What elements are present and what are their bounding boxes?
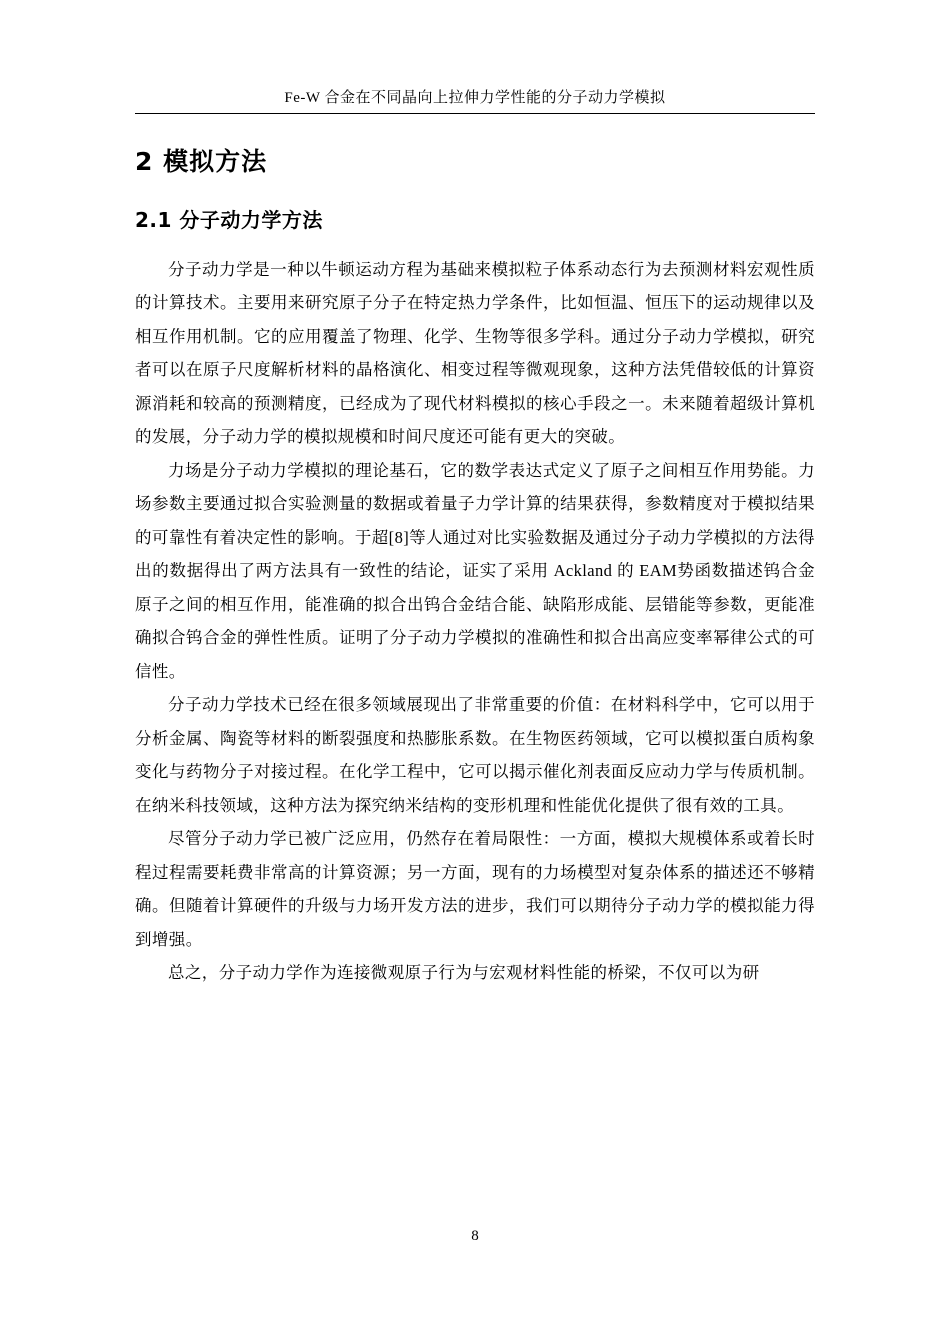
paragraph-5: 总之，分子动力学作为连接微观原子行为与宏观材料性能的桥梁，不仅可以为研 (168, 963, 760, 983)
page-content (135, 88, 815, 990)
chapter-heading: 2 模拟方法 (135, 147, 268, 176)
paragraph-4: 尽管分子动力学已被广泛应用，仍然存在着局限性：一方面，模拟大规模体系或着长时程过程需要耗费非常高的计算资源；另一方面，现有的力场模型对复杂体系的描述还不够精确。但随着计算硬件的升级与力场开发方法的进步，我们可以期待分子动力学的模拟能力得到增强。 (135, 829, 815, 949)
section-heading: 2.1 分子动力学方法 (135, 208, 323, 232)
running-header (135, 88, 815, 114)
paragraph-2: 力场是分子动力学模拟的理论基石，它的数学表达式定义了原子之间相互作用势能。力场参数主要通过拟合实验测量的数据或着量子力学计算的结果获得，参数精度对于模拟结果的可靠性有着决定性的影响。于超[8]等人通过对比实验数据及通过分子动力学模拟的方法得出的数据得出了两方法具有一致性的结论，证实了采用 Ackland 的 EAM势函数描述钨合金原子之间的相互作用，能准确的拟合出钨合金结合能、缺陷形成能、层错能等参数，更能准确拟合钨合金的弹性性质。证明了分子动力学模拟的准确性和拟合出高应变率幂律公式的可信性。 (135, 460, 815, 681)
running-header-title: Fe-W 合金在不同晶向上拉伸力学性能的分子动力学模拟 (284, 90, 666, 106)
page-number: 8 (471, 1228, 479, 1244)
paragraph-3: 分子动力学技术已经在很多领域展现出了非常重要的价值：在材料科学中，它可以用于分析金属、陶瓷等材料的断裂强度和热膨胀系数。在生物医药领域，它可以模拟蛋白质构象变化与药物分子对接过程。在化学工程中，它可以揭示催化剂表面反应动力学与传质机制。在纳米科技领域，这种方法为探究纳米结构的变形机理和性能优化提供了很有效的工具。 (135, 695, 815, 815)
paragraph-1: 分子动力学是一种以牛顿运动方程为基础来模拟粒子体系动态行为去预测材料宏观性质的计算技术。主要用来研究原子分子在特定热力学条件，比如恒温、恒压下的运动规律以及相互作用机制。它的应用覆盖了物理、化学、生物等很多学科。通过分子动力学模拟，研究者可以在原子尺度解析材料的晶格演化、相变过程等微观现象，这种方法凭借较低的计算资源消耗和较高的预测精度，已经成为了现代材料模拟的核心手段之一。未来随着超级计算机的发展，分子动力学的模拟规模和时间尺度还可能有更大的突破。 (135, 260, 815, 447)
